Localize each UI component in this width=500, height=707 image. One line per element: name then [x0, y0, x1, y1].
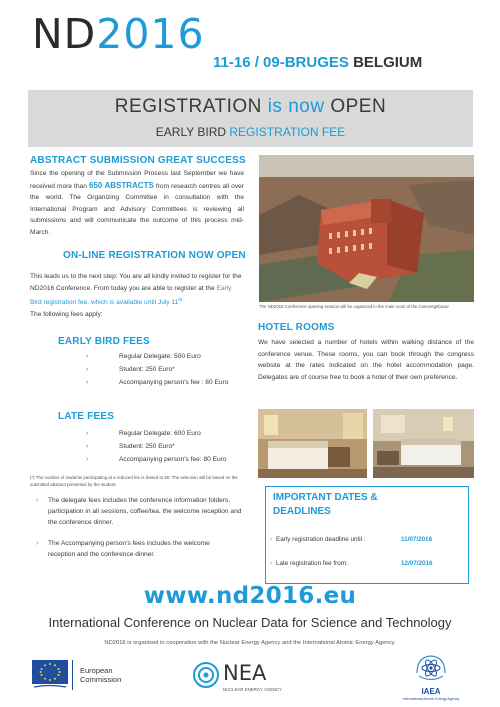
header-city: BRUGES — [284, 54, 349, 71]
conference-logo-title — [32, 10, 205, 58]
hotel-room-photo — [373, 409, 474, 478]
date-label: Late registration fee from: — [276, 560, 348, 567]
date-value: 11/07/2016 — [401, 536, 433, 543]
iaea-emblem-icon — [413, 653, 449, 685]
bullet-icon: › — [270, 536, 273, 543]
fee-item — [86, 376, 249, 389]
early-bird-fees-heading: EARLY BIRD FEES — [58, 336, 150, 347]
ec-logo-text — [80, 666, 121, 684]
fee-item-text: Accompanying person's fee : 80 Euro — [119, 379, 229, 386]
header-dates-location — [213, 55, 422, 70]
banner-registration: REGISTRATION — [114, 96, 262, 117]
hotel-room-photo — [258, 409, 367, 478]
hotel-rooms-text: We have selected a number of hotels within walking distance of the conference venue. These rooms, you can book through the congress website at the rates indicated on the hotel accommodation page. Delegates are of course free to book a hotel of their own preference. — [258, 339, 474, 381]
important-dates-box — [265, 486, 469, 584]
conference-full-title: International Conference on Nuclear Data for Science and Technology — [48, 615, 452, 630]
fee-item-text: Student: 250 Euro* — [119, 366, 175, 373]
fee-note — [36, 538, 238, 560]
bullet-icon: › — [86, 379, 89, 386]
online-text-part1: This leads us to the next step: You are all kindly invited to register for the ND2016 Conference. From today you are able to register at the — [30, 273, 242, 292]
early-bird-link-text: Early Bird registration fee, which is available until July 11 — [30, 284, 232, 307]
nea-logo-text: NEA — [223, 661, 267, 685]
iaea-logo-text: IAEA — [421, 687, 441, 696]
abstract-heading: ABSTRACT SUBMISSION GREAT SUCCESS — [30, 155, 246, 166]
abstract-text-part1: Since the opening of the Submission Process last September we have received more than — [30, 170, 244, 190]
date-row — [270, 560, 433, 567]
organisation-statement: ND2016 is organised in cooperation with the Nuclear Energy Agency and the International Atomic Energy Agency. — [104, 640, 396, 646]
nea-logo — [192, 656, 312, 700]
student-footnote: (*) The number of students participating at a reduced fee is limited to 50. The selection will be based on the submitted abstract presented by the student. — [30, 475, 238, 487]
iaea-logo-subtext: International Atomic Energy Agency — [402, 697, 460, 701]
logo-year: 2016 — [96, 10, 205, 58]
bullet-icon: › — [86, 430, 89, 437]
nea-logo-subtext: NUCLEAR ENERGY AGENCY — [223, 687, 282, 692]
fee-note-text: The Accompanying person's fees includes the welcome reception and the conference dinner. — [48, 540, 210, 558]
logo-divider — [72, 660, 73, 690]
european-commission-logo — [32, 660, 142, 694]
banner-early-bird: EARLY BIRD — [155, 125, 227, 139]
online-registration-text — [30, 271, 244, 321]
bullet-icon: › — [270, 560, 273, 567]
header-country: BELGIUM — [353, 54, 423, 71]
header-dates: 11-16 / 09- — [213, 54, 285, 71]
date-row — [270, 536, 433, 543]
iaea-logo — [386, 653, 476, 705]
hotel-rooms-heading: HOTEL ROOMS — [258, 322, 335, 333]
bullet-icon: › — [86, 443, 89, 450]
abstract-text-part2: from research centres all over the world. The Organizing Committee in consultation with the International Program and Advisory Committees is reviewing all submissions and will communicate the outcome of this process mid-March. — [30, 182, 244, 236]
fee-item-text: Regular Delegate: 500 Euro — [119, 353, 201, 360]
fee-item-text: Regular Delegate: 600 Euro — [119, 430, 201, 437]
early-bird-link-sup: th — [178, 297, 183, 303]
banner-is-now: is now — [267, 96, 325, 117]
photo-caption: The ND2016 Conference opening session will be organized in the main room of the Concertgebouw — [259, 304, 449, 309]
date-value: 12/07/2016 — [401, 560, 433, 567]
late-fees-list — [86, 427, 249, 466]
date-label: Early registration deadline until : — [276, 536, 366, 543]
fee-item-text: Student: 250 Euro* — [119, 443, 175, 450]
early-bird-fees-list — [86, 350, 249, 389]
banner-headline — [28, 96, 473, 118]
dates-heading-line2: DEADLINES — [273, 506, 331, 517]
bullet-icon: › — [86, 353, 89, 360]
banner-open: OPEN — [330, 96, 387, 117]
bullet-icon: › — [36, 540, 39, 547]
concertgebouw-photo — [259, 155, 474, 302]
abstract-count: 650 ABSTRACTS — [88, 180, 154, 190]
dates-heading-line1: IMPORTANT DATES & — [273, 492, 378, 503]
ec-line2: Commission — [80, 675, 122, 684]
ec-line1: European — [80, 666, 113, 675]
late-fees-heading: LATE FEES — [58, 411, 115, 422]
bullet-icon: › — [86, 366, 89, 373]
fee-item — [86, 350, 249, 363]
nea-emblem-icon — [192, 660, 220, 690]
logo-nd: ND — [32, 10, 97, 58]
registration-banner — [28, 90, 473, 147]
online-registration-heading: ON-LINE REGISTRATION NOW OPEN — [63, 250, 246, 261]
eu-flag-icon — [32, 660, 68, 690]
fee-note — [36, 495, 248, 528]
abstract-text — [30, 168, 244, 239]
fee-item — [86, 427, 249, 440]
fee-item — [86, 363, 249, 376]
fee-note-text: The delegate fees includes the conference information folders, participation in all sessions, coffee/tea, the welcome reception and the conference dinner. — [48, 497, 242, 526]
bullet-icon: › — [86, 456, 89, 463]
banner-registration-fee: REGISTRATION FEE — [229, 125, 346, 139]
important-dates-heading — [273, 491, 378, 519]
conference-url-link[interactable]: www.nd2016.eu — [143, 583, 357, 609]
fee-item — [86, 453, 249, 466]
fee-item — [86, 440, 249, 453]
bullet-icon: › — [36, 497, 39, 504]
online-text-part3: The following fees apply: — [30, 310, 103, 318]
fee-item-text: Accompanying person's fee: 80 Euro — [119, 456, 227, 463]
banner-subheadline — [28, 125, 473, 139]
